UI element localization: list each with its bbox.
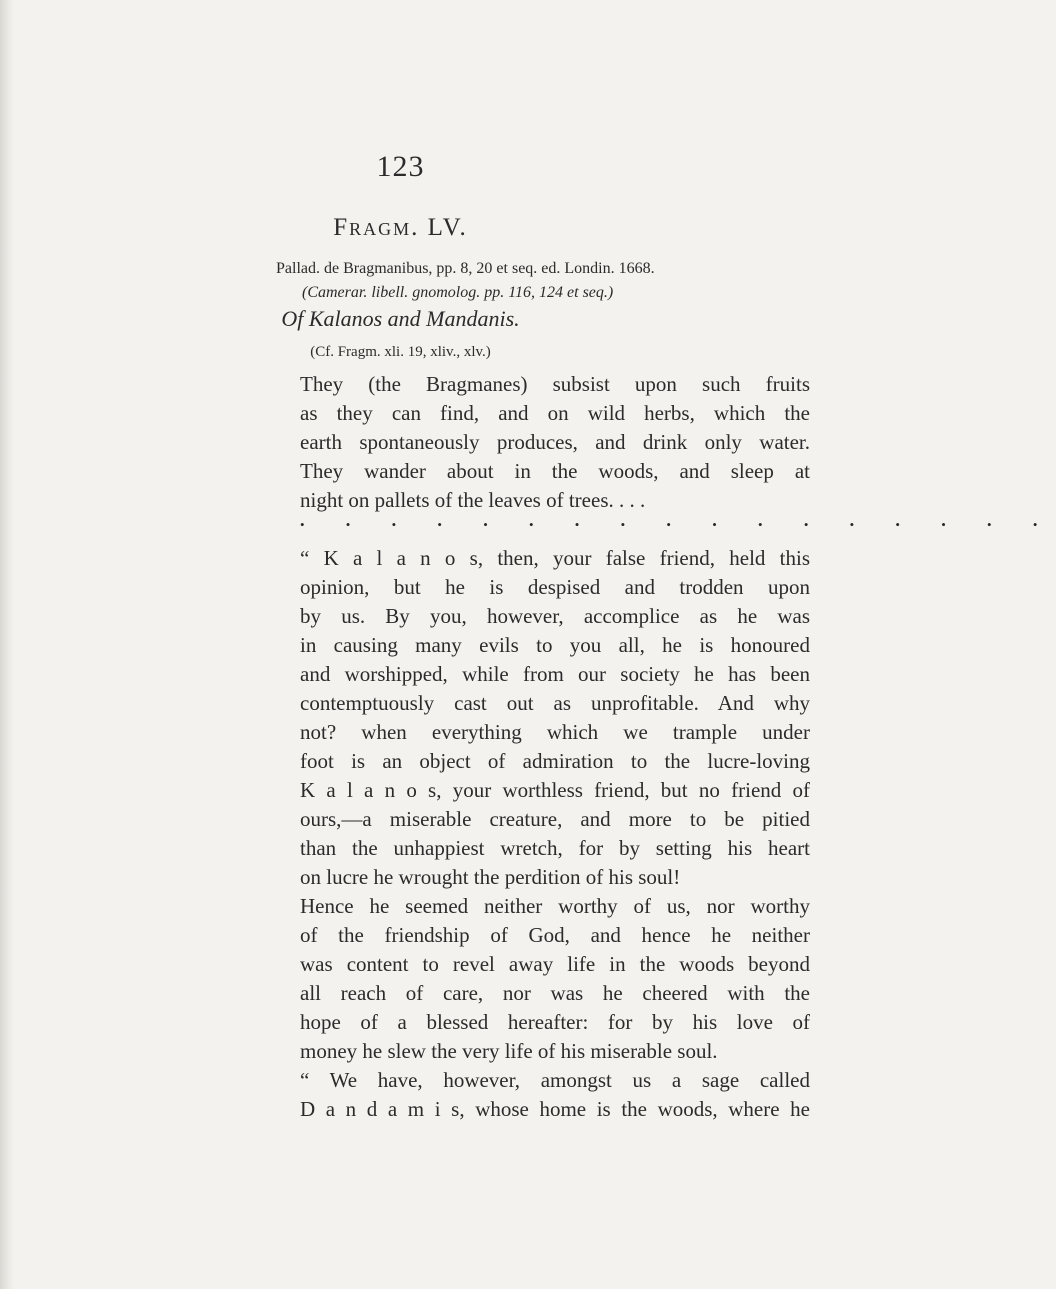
body-line: not? when everything which we trample under: [300, 720, 810, 744]
body-line: night on pallets of the leaves of trees. . . .: [300, 488, 646, 512]
body-line: ours,—a miserable creature, and more to be pitied: [300, 807, 810, 831]
citation-line-2: (Camerar. libell. gnomolog. pp. 116, 124 et seq.): [302, 284, 614, 301]
body-line: They wander about in the woods, and sleep at: [300, 459, 810, 483]
body-line: “ We have, however, amongst us a sage called: [300, 1068, 810, 1092]
body-line: hope of a blessed hereafter: for by his love of: [300, 1010, 810, 1034]
body-line: of the friendship of God, and hence he neither: [300, 923, 810, 947]
body-line: as they can find, and on wild herbs, which the: [300, 401, 810, 425]
body-line: money he slew the very life of his miserable soul.: [300, 1039, 718, 1063]
page-gutter-shadow: [0, 0, 14, 1289]
cross-reference: (Cf. Fragm. xli. 19, xliv., xlv.): [310, 344, 491, 360]
fragment-title: Fragm. LV.: [333, 214, 468, 241]
body-line: Hence he seemed neither worthy of us, nor worthy: [300, 894, 810, 918]
section-subtitle: Of Kalanos and Mandanis.: [281, 306, 520, 331]
body-line: They (the Bragmanes) subsist upon such fruits: [300, 372, 810, 396]
body-line: by us. By you, however, accomplice as he was: [300, 604, 810, 628]
body-line: foot is an object of admiration to the lucre-loving: [300, 749, 810, 773]
body-line: was content to revel away life in the woods beyond: [300, 952, 810, 976]
page-number: 123: [376, 150, 425, 183]
body-line: “ K a l a n o s, then, your false friend, held this: [300, 546, 810, 570]
citation-line-1: Pallad. de Bragmanibus, pp. 8, 20 et seq. ed. Londin. 1668.: [276, 260, 655, 277]
body-line: contemptuously cast out as unprofitable. And why: [300, 691, 810, 715]
body-line: all reach of care, nor was he cheered with the: [300, 981, 810, 1005]
body-line: in causing many evils to you all, he is honoured: [300, 633, 810, 657]
body-line: and worshipped, while from our society he has been: [300, 662, 810, 686]
body-line: opinion, but he is despised and trodden upon: [300, 575, 810, 599]
body-line: than the unhappiest wretch, for by setting his heart: [300, 836, 810, 860]
body-line: earth spontaneously produces, and drink only water.: [300, 430, 810, 454]
body-line: D a n d a m i s, whose home is the woods, where he: [300, 1097, 810, 1121]
body-line: on lucre he wrought the perdition of his soul!: [300, 865, 681, 889]
body-line: K a l a n o s, your worthless friend, but no friend of: [300, 778, 810, 802]
ellipsis-row: • • • • • • • • • • • • • • • • •: [300, 517, 1056, 532]
